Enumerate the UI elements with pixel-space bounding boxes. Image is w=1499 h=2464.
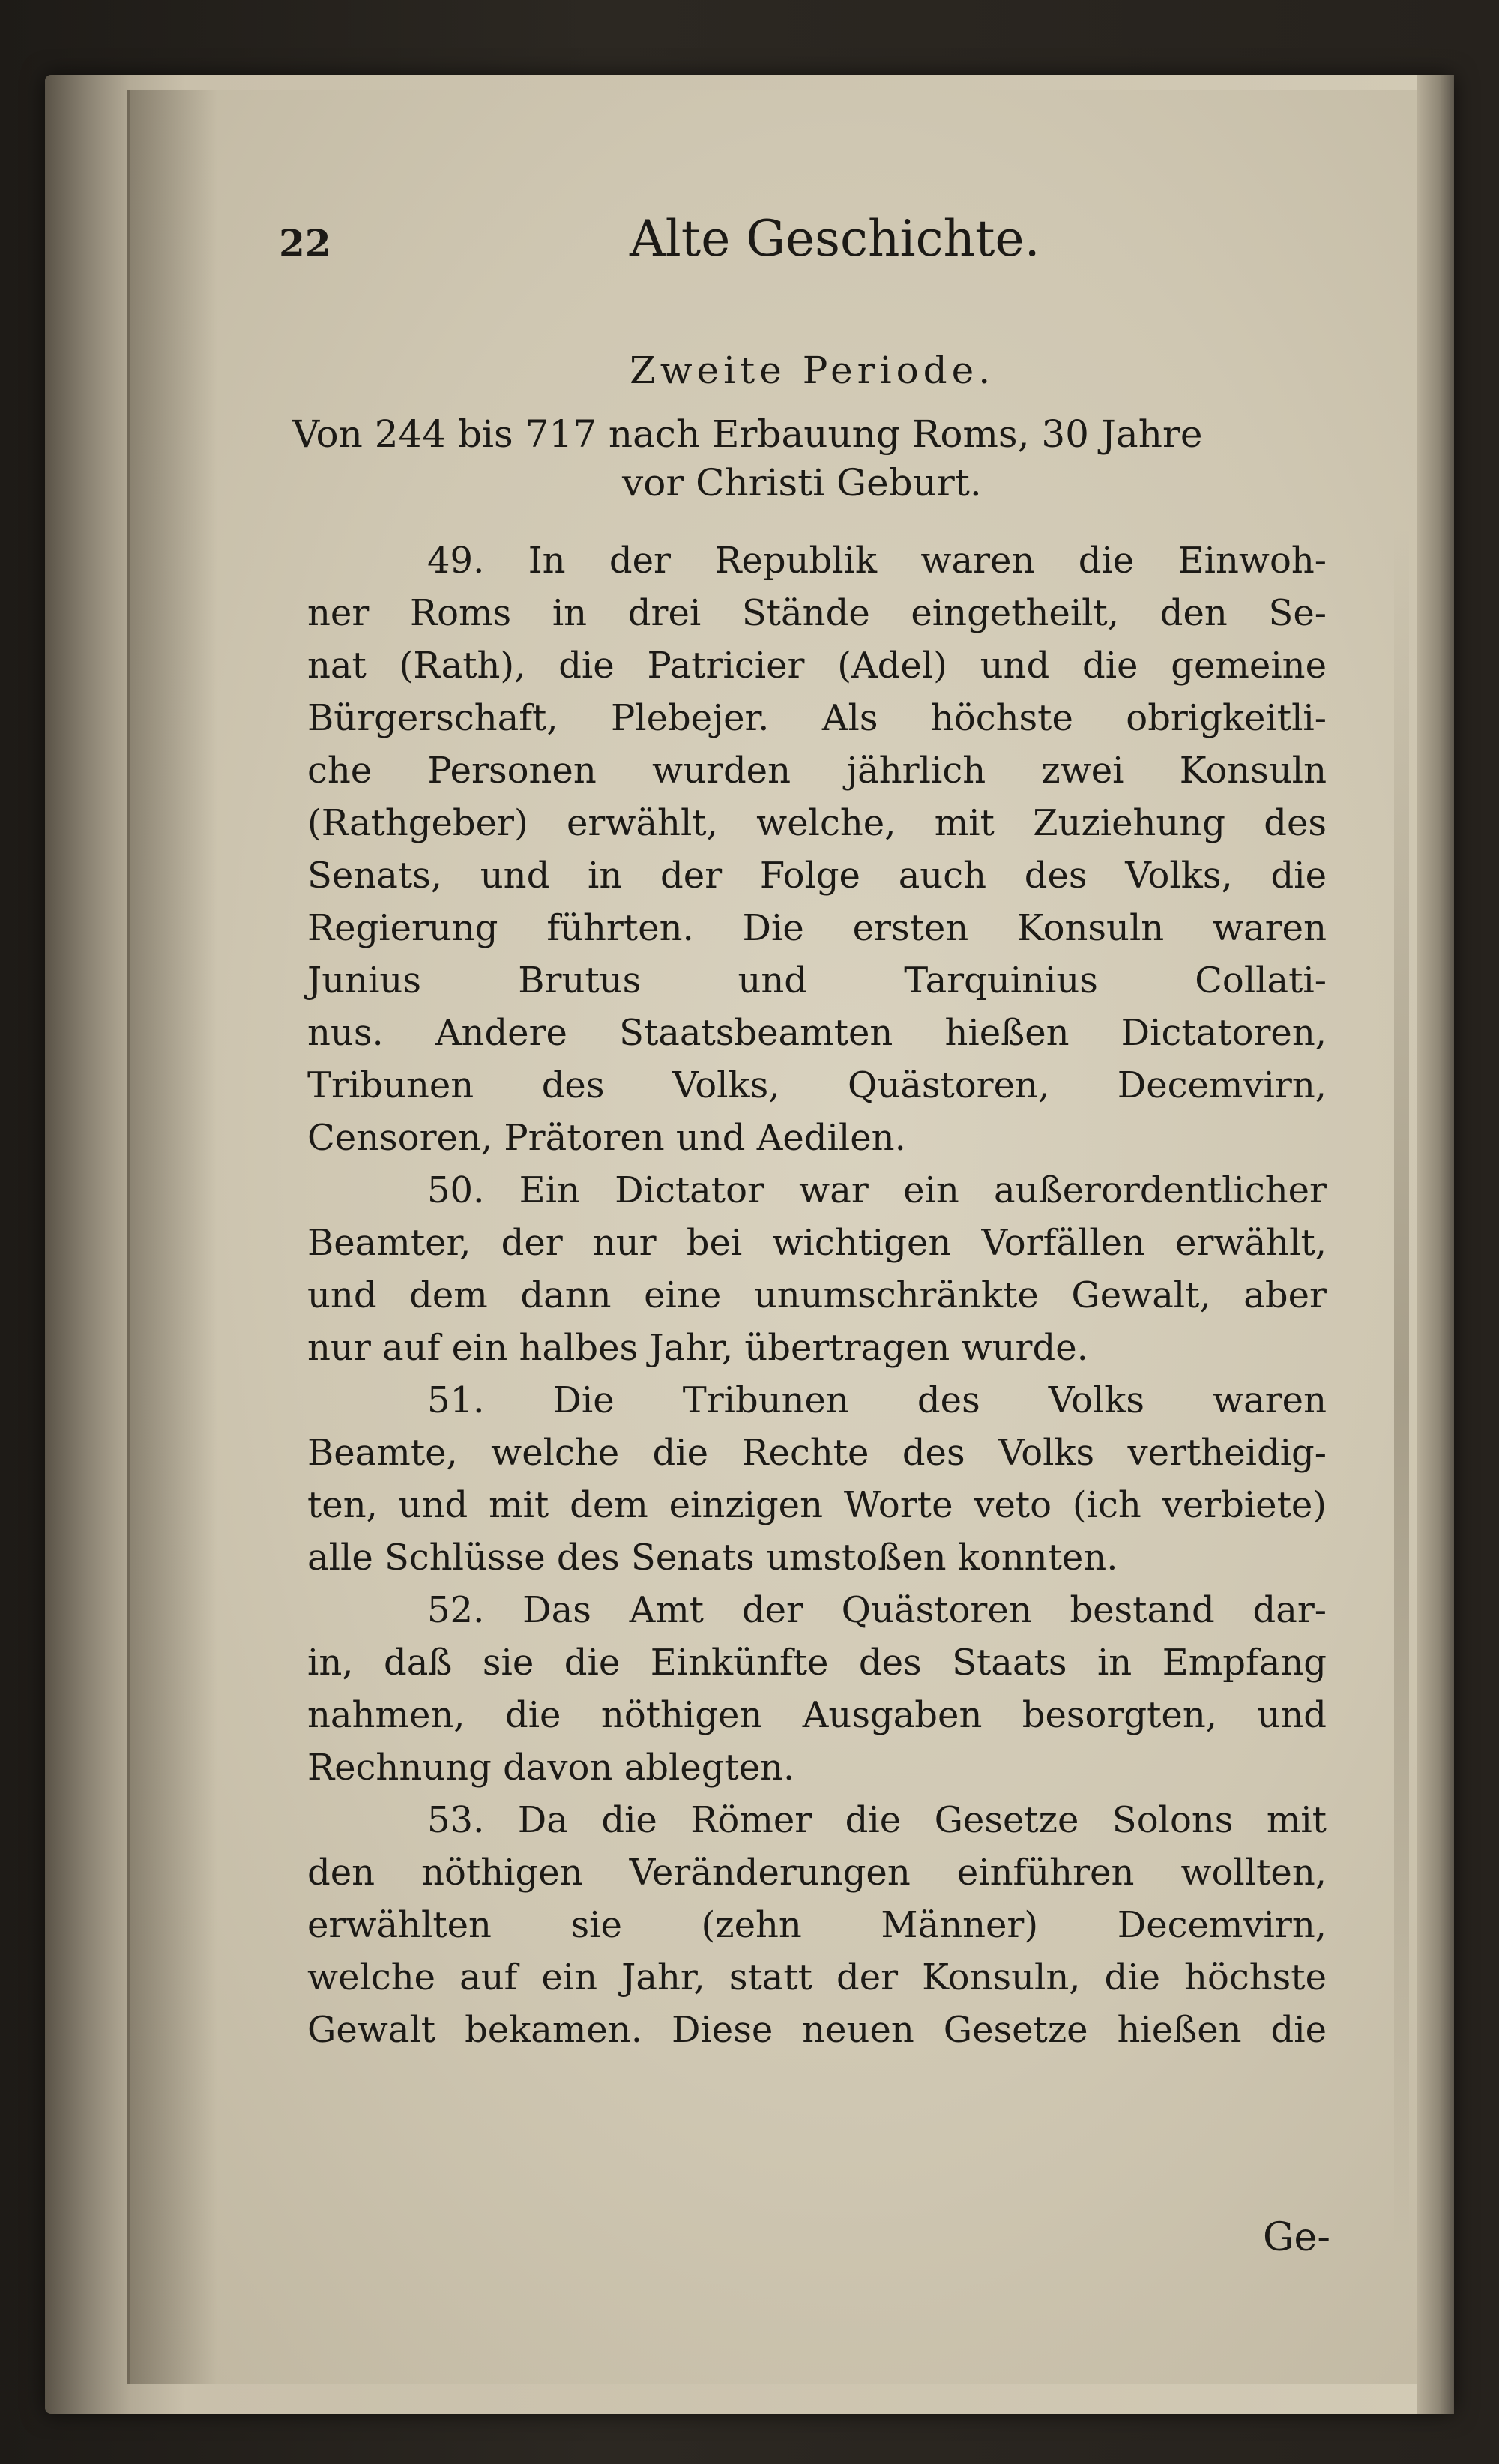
body-line-16: nur auf ein halbes Jahr, übertragen wurde.: [307, 1327, 1088, 1369]
section-title: Zweite Periode.: [630, 349, 995, 392]
body-line-9: Junius Brutus und Tarquinius Collati-: [307, 960, 1327, 1001]
body-line-11: Tribunen des Volks, Quästoren, Decemvirn,: [307, 1064, 1327, 1106]
page-number: 22: [279, 221, 331, 265]
body-line-15: und dem dann eine unumschränkte Gewalt, aber: [307, 1274, 1327, 1316]
running-head: Alte Geschichte.: [630, 210, 1040, 268]
body-line-17: 51. Die Tribunen des Volks waren: [427, 1379, 1327, 1421]
body-line-23: nahmen, die nöthigen Ausgaben besorgten, und: [307, 1694, 1327, 1736]
page-fore-edge: [1417, 75, 1454, 2414]
body-line-20: alle Schlüsse des Senats umstoßen konnten.: [307, 1537, 1118, 1579]
body-line-21: 52. Das Amt der Quästoren bestand dar-: [427, 1589, 1327, 1631]
body-line-5: che Personen wurden jährlich zwei Konsuln: [307, 750, 1327, 792]
body-line-18: Beamte, welche die Rechte des Volks vertheidig-: [307, 1432, 1327, 1474]
catchword: Ge-: [1263, 2215, 1330, 2260]
body-line-2: ner Roms in drei Stände eingetheilt, den Se-: [307, 592, 1327, 634]
body-line-27: erwählten sie (zehn Männer) Decemvirn,: [307, 1904, 1327, 1946]
body-line-3: nat (Rath), die Patricier (Adel) und die gemeine: [307, 645, 1327, 687]
body-line-1: 49. In der Republik waren die Einwoh-: [427, 540, 1327, 582]
section-span-line-1: Von 244 bis 717 nach Erbauung Roms, 30 Jahre: [292, 412, 1203, 456]
body-line-22: in, daß sie die Einkünfte des Staats in Empfang: [307, 1642, 1327, 1684]
section-span-line-2: vor Christi Geburt.: [622, 461, 982, 504]
body-line-26: den nöthigen Veränderungen einführen wollten,: [307, 1852, 1327, 1894]
body-line-10: nus. Andere Staatsbeamten hießen Dictatoren,: [307, 1012, 1327, 1054]
body-line-14: Beamter, der nur bei wichtigen Vorfällen erwählt,: [307, 1222, 1327, 1264]
body-line-29: Gewalt bekamen. Diese neuen Gesetze hießen die: [307, 2009, 1327, 2051]
body-line-24: Rechnung davon ablegten.: [307, 1747, 795, 1789]
body-line-4: Bürgerschaft, Plebejer. Als höchste obrigkeitli-: [307, 697, 1327, 739]
body-line-6: (Rathgeber) erwählt, welche, mit Zuziehung des: [307, 802, 1327, 844]
body-line-13: 50. Ein Dictator war ein außerordentlicher: [427, 1169, 1327, 1211]
body-line-28: welche auf ein Jahr, statt der Konsuln, die höchste: [307, 1957, 1327, 1998]
body-line-12: Censoren, Prätoren und Aedilen.: [307, 1117, 906, 1159]
body-line-7: Senats, und in der Folge auch des Volks, die: [307, 855, 1327, 897]
body-line-8: Regierung führten. Die ersten Konsuln waren: [307, 907, 1327, 949]
page-stain: [1394, 525, 1409, 2249]
body-line-25: 53. Da die Römer die Gesetze Solons mit: [427, 1799, 1327, 1841]
body-line-19: ten, und mit dem einzigen Worte veto (ich verbiete): [307, 1484, 1327, 1526]
